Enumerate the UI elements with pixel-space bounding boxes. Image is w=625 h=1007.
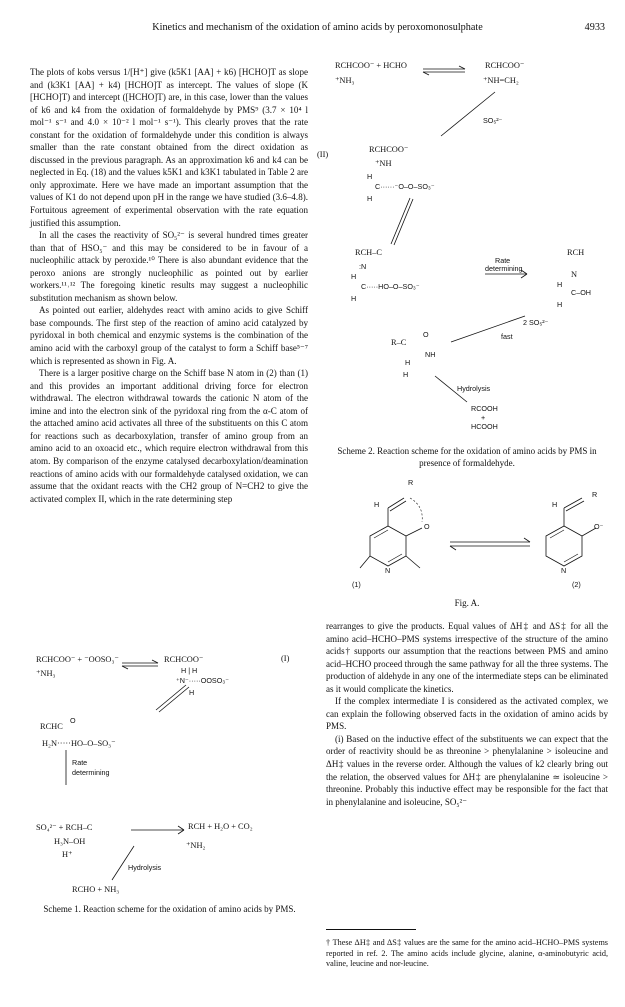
scheme-2-complex-nh: ⁺NH xyxy=(375,159,392,168)
scheme-1-n-complex: ⁺N⁻·····OOSO₃⁻ xyxy=(176,676,230,685)
paragraph: (i) Based on the inductive effect of the substituents we can expect that the order of reactivity should be as threonine > phenylalanine > isoleucine and ΔH‡ values in the reverse order. Although the values of k2 clearly bring out the relation, the observed values for ΔH‡ are phenylalanine ≃ isoleucine > threonine. Probably this inductive effect may be responsible for the fact that in phenylalanine and isoleucine, SO₅²⁻ xyxy=(326,733,608,807)
scheme-2-e-h: H xyxy=(557,280,563,289)
scheme-2-product-1: RCOOH xyxy=(471,404,498,413)
scheme-1-hplus: H⁺ xyxy=(62,850,73,859)
scheme-1-h: H xyxy=(189,688,195,697)
scheme-1-rate: Rate xyxy=(72,758,88,767)
fig-a-h2: H xyxy=(552,500,558,509)
scheme-2-f-h2: H xyxy=(403,370,409,379)
scheme-2-d-h2: H xyxy=(351,294,357,303)
paragraph: In all the cases the reactivity of SO₅²⁻ is several hundred times greater than that of HSO₅⁻ and this may be considered to be in favour of a nucleophilic attack by peroxide.¹⁰ There is also abundant evidence that the peroxo anions are strongly nucleophilic as pointed out by earlier workers.¹¹˒¹² The foregoing kinetic results may suggest a nucleophilic substitution mechanism as shown below. xyxy=(30,230,308,303)
fig-a-structures xyxy=(330,478,610,590)
scheme-2-e-h2: H xyxy=(557,300,563,309)
scheme-1-prod-left: SO₄²⁻ + RCH–C xyxy=(36,823,93,832)
scheme-1-prod-right: RCH + H₂O + CO₂ xyxy=(188,822,253,831)
scheme-2-e-c: C–OH xyxy=(571,288,591,297)
footnote: † These ΔH‡ and ΔS‡ values are the same for the amino acid–HCHO–PMS systems reported in ref. 2. The amino acids include glycine, alanine, α-aminobutyric acid, valine, leucine and nor-leucine. xyxy=(326,938,608,969)
scheme-2-product-2: HCOOH xyxy=(471,422,498,431)
scheme-2-determining: determining xyxy=(485,264,523,273)
scheme-1-h3n: H₃N–OH xyxy=(54,837,86,846)
scheme-2-hydrolysis: Hydrolysis xyxy=(457,384,491,393)
fig-a-o: O xyxy=(424,522,430,531)
scheme-2-complex-h2: H xyxy=(367,194,373,203)
scheme-1-final: RCHO + NH₃ xyxy=(72,885,120,894)
scheme-2-complex-h: H xyxy=(367,172,373,181)
fig-a-label-2: (2) xyxy=(572,580,581,589)
scheme-2-d-h: H xyxy=(351,272,357,281)
fig-a-r: R xyxy=(408,478,414,487)
fig-a-h: H xyxy=(374,500,380,509)
fig-a-diagram xyxy=(330,478,610,590)
fig-a-r2: R xyxy=(592,490,598,499)
scheme-2-f-nh: NH xyxy=(425,350,436,359)
scheme-1-int-o: O xyxy=(70,716,76,725)
scheme-2-d-link: C·····HO–O–SO₃⁻ xyxy=(361,282,420,291)
scheme-2-f-r: R–C xyxy=(391,338,407,347)
paragraph: There is a larger positive charge on the Schiff base N atom in (2) than (1) and this provides an important additional driving force for electron withdrawal. The electron withdrawal towards the cationic N atom of the imine and into the electron sink of the pyridoxal ring from the α-C atom of the attached amino acid activates all three of the substituents on this C atom for reactions such as decarboxylation, transfer of amino group from an amino acid to an oxoacid etc., which require electron withdrawal from this atom. By comparison of the enzyme catalysed decarboxylation/deamination reactions of amino acids with our formaldehyde catalysed oxidation, we can assume that the oxidant reacts with the CH2 group of N=CH2 to give the activated complex II, which in the rate determining step xyxy=(30,368,308,504)
scheme-2-product-top: RCHCOO⁻ xyxy=(485,61,525,70)
scheme-1-int-top: RCHC xyxy=(40,722,63,731)
scheme-2-so5b: 2 SO₅²⁻ xyxy=(523,318,549,327)
scheme-2-f-h: H xyxy=(405,358,411,367)
scheme-1-label: (I) xyxy=(281,654,290,663)
scheme-2-caption: Scheme 2. Reaction scheme for the oxidation of amino acids by PMS in presence of formaldehyde. xyxy=(337,446,597,468)
scheme-1-product-top: RCHCOO⁻ xyxy=(164,655,204,664)
scheme-1-hydrolysis: Hydrolysis xyxy=(128,863,162,872)
paragraph: If the complex intermediate I is considered as the activated complex, we can explain the following observed facts in the oxidation of amino acids by PMS. xyxy=(326,696,608,732)
right-column xyxy=(326,620,608,808)
scheme-1-reactants: RCHCOO⁻ + ⁻OOSO₃⁻ xyxy=(36,655,119,664)
paragraph: rearranges to give the products. Equal values of ΔH‡ and ΔS‡ for all the amino acid–HCHO–PMS systems irrespective of the structure of the amino acids† supports our assumption that the reactions between PMS and amino acid–HCHO proceed through the same pathway for all the three systems. The production of aldehyde in any one of the intermediate steps can be eliminated as it would complicate the kinetics. xyxy=(326,621,608,694)
scheme-2-fast: fast xyxy=(501,332,513,341)
scheme-2-label: (II) xyxy=(317,150,329,159)
page-number: 4933 xyxy=(584,22,605,33)
scheme-2-rate: Rate xyxy=(495,256,511,265)
scheme-1-hh: H | H xyxy=(181,666,198,675)
scheme-2-d-n: :N xyxy=(359,262,367,271)
scheme-2-plus: + xyxy=(481,413,486,422)
fig-a-n: N xyxy=(385,566,391,575)
scheme-1-int-mid: H₂N·····HO–O–SO₃⁻ xyxy=(42,739,116,748)
scheme-2-complex-link: C······⁻O–O–SO₃⁻ xyxy=(375,182,435,191)
left-column xyxy=(30,66,308,505)
scheme-2-so5: SO₅²⁻ xyxy=(483,116,503,125)
paragraph: The plots of kobs versus 1/[H⁺] give (k5K1 [AA] + k6) [HCHO]T as slope and (k3K1 [AA] + k4) [HCHO]T as intercept. The values of slope (K [HCHO]T) and intercept ([HCHO]T) are, in this case, lower than the values of k6 and k4 from the oxidation of formaldehyde by PMS⁹ (3.7 × 10⁴ l mol⁻¹ s⁻¹ and 4.0 × 10⁻² l mol⁻¹ s⁻¹). This clearly proves that the rate constant for the oxidation of formaldehyde under this condition is always smaller than the rate constant obtained from the direct oxidation as discussed in the previous paragraph. As an approximation k6 and k4 can be neglected in Eq. (18) and the values k5K1 and k3K1 tabulated in Table 2 are only approximate. Here we have made an important assumption that the values of K1 do not depend upon pH in the range we have studied (3.6–4.8). Fortuitous agreement of experimental observation with the rate equation justified this assumption. xyxy=(30,67,308,228)
scheme-1-caption: Scheme 1. Reaction scheme for the oxidation of amino acids by PMS. xyxy=(43,904,296,914)
scheme-2-nh-ch2: ⁺NH=CH₂ xyxy=(483,76,519,85)
scheme-2-nh3: ⁺NH₃ xyxy=(335,76,355,85)
fig-a-caption: Fig. A. xyxy=(454,598,480,608)
running-header xyxy=(30,22,605,36)
scheme-1-determining: determining xyxy=(72,768,110,777)
footnote-rule xyxy=(326,929,416,930)
fig-a-n2: N xyxy=(561,566,567,575)
scheme-2-e-rch: RCH xyxy=(567,248,585,257)
scheme-1-nh3: ⁺NH₃ xyxy=(36,669,56,678)
running-title: Kinetics and mechanism of the oxidation of amino acids by peroxomonosulphate xyxy=(152,22,483,33)
scheme-2-diagram xyxy=(317,58,605,438)
scheme-1-diagram xyxy=(36,650,306,880)
scheme-2-f-o: O xyxy=(423,330,429,339)
paragraph: As pointed out earlier, aldehydes react with amino acids to give Schiff base compounds. The first step of the reaction of amino acid catalyzed by pyridoxal in both chemical and enzymic systems is the combination of the amino acid with the carboxyl group of the catalyst to form a Schiff base⁵⁻⁷ which is represented as shown in Fig. A. xyxy=(30,305,308,366)
fig-a-label-1: (1) xyxy=(352,580,361,589)
fig-a-o2: O⁻ xyxy=(594,522,604,531)
scheme-1-nh2: ⁺NH₂ xyxy=(186,841,206,850)
scheme-2-reactants: RCHCOO⁻ + HCHO xyxy=(335,61,407,70)
scheme-2-e-n: N xyxy=(571,270,578,279)
scheme-2-complex-top: RCHCOO⁻ xyxy=(369,145,409,154)
scheme-2-d-rch: RCH–C xyxy=(355,248,382,257)
